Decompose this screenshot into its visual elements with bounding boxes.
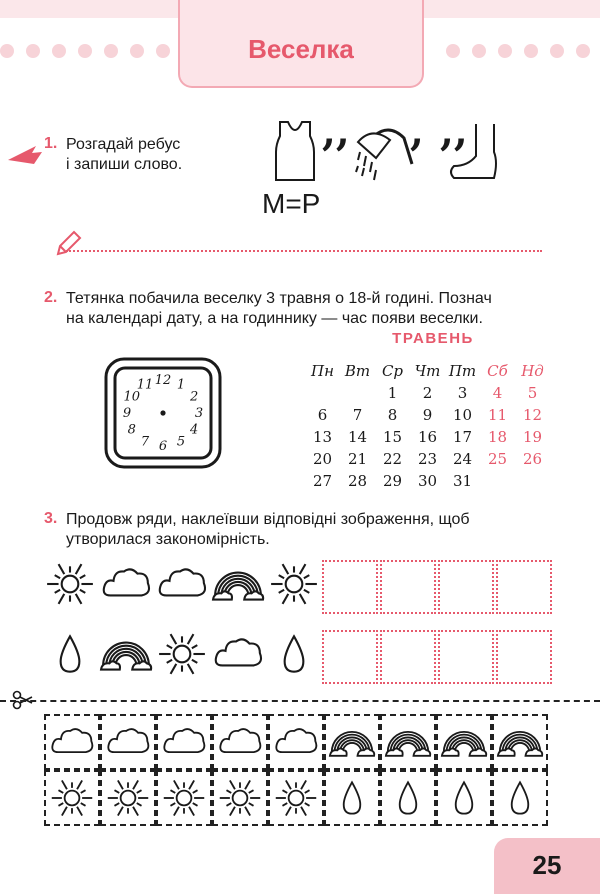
cloud-icon (156, 558, 208, 610)
calendar-weekday: Сб (487, 362, 508, 380)
sticker[interactable] (268, 714, 324, 770)
calendar-day[interactable]: 11 (487, 406, 508, 424)
sticker[interactable] (324, 714, 380, 770)
calendar-day[interactable]: 16 (417, 428, 438, 446)
sticker-slot[interactable] (380, 560, 436, 614)
sun-icon (161, 775, 207, 821)
cloud-icon (161, 719, 207, 765)
clock-number: 5 (176, 434, 186, 450)
sun-icon (49, 775, 95, 821)
decorative-dot (498, 44, 512, 58)
sticker-slot[interactable] (438, 560, 494, 614)
calendar-day[interactable]: 30 (417, 472, 438, 490)
task1-text-line1: Розгадай ребус (66, 136, 181, 153)
cut-line (0, 700, 600, 702)
calendar-weekday: Пт (448, 362, 477, 380)
clock-number: 3 (194, 406, 204, 421)
clock-number: 7 (140, 434, 150, 450)
tank-top-icon (270, 118, 320, 184)
calendar-day[interactable]: 27 (312, 472, 333, 490)
decorative-dot (446, 44, 460, 58)
clock-number: 4 (190, 422, 199, 438)
clock-number: 10 (123, 389, 141, 405)
calendar-weekday: Нд (521, 362, 544, 380)
clock-number: 9 (122, 406, 132, 421)
sticker[interactable] (156, 714, 212, 770)
calendar-day[interactable]: 24 (452, 450, 473, 468)
decorative-dot (130, 44, 144, 58)
sun-icon (44, 558, 96, 610)
decorative-dot (78, 44, 92, 58)
calendar-day[interactable]: 13 (312, 428, 333, 446)
drop-icon (441, 775, 487, 821)
calendar-day[interactable]: 19 (522, 428, 543, 446)
cloud-icon (217, 719, 263, 765)
calendar-day[interactable]: 8 (387, 406, 398, 424)
calendar-day[interactable]: 4 (492, 384, 503, 402)
calendar-day (305, 382, 340, 404)
sun-icon (268, 558, 320, 610)
rebus-hint: М=Р (262, 188, 321, 219)
clock-number: 12 (154, 373, 172, 388)
sticker[interactable] (380, 770, 436, 826)
task1-number: 1. (44, 135, 58, 152)
task3-text-line2: утворилася закономірність. (66, 531, 270, 548)
sticker[interactable] (268, 770, 324, 826)
answer-line[interactable] (66, 250, 542, 252)
calendar-day[interactable]: 5 (527, 384, 538, 402)
calendar-day[interactable]: 3 (457, 384, 468, 402)
sun-icon (105, 775, 151, 821)
calendar-day[interactable]: 7 (352, 406, 363, 424)
calendar-day (515, 470, 550, 492)
calendar-day[interactable]: 23 (417, 450, 438, 468)
rainbow-icon (329, 719, 375, 765)
sticker[interactable] (100, 714, 156, 770)
calendar-day (340, 382, 375, 404)
calendar-weekday: Вт (344, 362, 371, 380)
calendar-day[interactable]: 14 (347, 428, 368, 446)
cloud-icon (100, 558, 152, 610)
calendar-day[interactable]: 1 (387, 384, 398, 402)
rebus-commas-2: ,, (440, 108, 468, 155)
foot-icon (446, 122, 504, 184)
calendar-day[interactable]: 29 (382, 472, 403, 490)
decorative-dot (156, 44, 170, 58)
sticker[interactable] (380, 714, 436, 770)
sticker-slot[interactable] (322, 630, 378, 684)
pencil-icon (54, 230, 82, 258)
calendar-day[interactable]: 15 (382, 428, 403, 446)
sticker[interactable] (44, 770, 100, 826)
rebus-comma-single: , (410, 108, 424, 155)
calendar-day[interactable]: 12 (522, 406, 543, 424)
sticker-slot[interactable] (322, 560, 378, 614)
cloud-icon (273, 719, 319, 765)
sticker[interactable] (44, 714, 100, 770)
clock-number: 1 (176, 377, 186, 393)
rainbow-icon (212, 558, 264, 610)
rainbow-icon (385, 719, 431, 765)
task1-text-line2: і запиши слово. (66, 156, 183, 173)
calendar-day[interactable]: 18 (487, 428, 508, 446)
sticker[interactable] (436, 714, 492, 770)
decorative-dot (550, 44, 564, 58)
decorative-dot (576, 44, 590, 58)
calendar-weekday: Чт (414, 362, 441, 380)
pointer-arrow-icon (6, 140, 46, 166)
rainbow-icon (497, 719, 543, 765)
decorative-dot (472, 44, 486, 58)
calendar-day[interactable]: 6 (317, 406, 328, 424)
sticker[interactable] (492, 714, 548, 770)
calendar-day[interactable]: 10 (452, 406, 473, 424)
sticker-slot[interactable] (380, 630, 436, 684)
sticker[interactable] (212, 770, 268, 826)
calendar-table (305, 360, 550, 492)
clock-number: 6 (158, 439, 168, 454)
page-number: 25 (532, 850, 562, 880)
calendar-weekday: Пн (311, 362, 334, 380)
calendar-day (480, 470, 515, 492)
decorative-dot (104, 44, 118, 58)
sun-icon (217, 775, 263, 821)
decorative-dot (52, 44, 66, 58)
clock-number: 2 (190, 389, 199, 405)
sticker-slot[interactable] (438, 630, 494, 684)
calendar-day[interactable]: 26 (522, 450, 543, 468)
calendar-day[interactable]: 20 (312, 450, 333, 468)
rainbow-icon (100, 628, 152, 680)
clock-number: 11 (136, 377, 154, 393)
drop-icon (497, 775, 543, 821)
clock-number: 8 (127, 422, 136, 438)
calendar-day[interactable]: 9 (422, 406, 433, 424)
rainbow-icon (441, 719, 487, 765)
sun-icon (273, 775, 319, 821)
sticker[interactable] (492, 770, 548, 826)
sun-icon (156, 628, 208, 680)
decorative-dot (0, 44, 14, 58)
drop-icon (268, 628, 320, 680)
task2-number: 2. (44, 289, 58, 306)
drop-icon (385, 775, 431, 821)
calendar-day[interactable]: 17 (452, 428, 473, 446)
sticker[interactable] (436, 770, 492, 826)
shower-head-icon (352, 118, 418, 188)
task3-number: 3. (44, 510, 58, 527)
sticker[interactable] (100, 770, 156, 826)
sticker-slot[interactable] (496, 560, 552, 614)
page-title: Веселка (248, 34, 354, 64)
rebus-commas-1: ,, (322, 108, 350, 155)
clock-face[interactable] (104, 357, 222, 469)
task2-text-line2: на календарі дату, а на годиннику — час появи веселки. (66, 310, 483, 327)
calendar-day[interactable]: 31 (452, 472, 473, 490)
cloud-icon (49, 719, 95, 765)
drop-icon (329, 775, 375, 821)
sticker[interactable] (212, 714, 268, 770)
calendar-day[interactable]: 28 (347, 472, 368, 490)
sticker[interactable] (324, 770, 380, 826)
sticker[interactable] (156, 770, 212, 826)
cloud-icon (105, 719, 151, 765)
drop-icon (44, 628, 96, 680)
calendar-weekday: Ср (381, 362, 404, 380)
task3-text-line1: Продовж ряди, наклеївши відповідні зображення, щоб (66, 511, 470, 528)
decorative-dot (26, 44, 40, 58)
calendar-day[interactable]: 21 (347, 450, 368, 468)
cloud-icon (212, 628, 264, 680)
calendar-title: ТРАВЕНЬ (392, 330, 474, 347)
calendar-day[interactable]: 2 (422, 384, 433, 402)
decorative-dot (524, 44, 538, 58)
calendar-day[interactable]: 25 (487, 450, 508, 468)
task2-text-line1: Тетянка побачила веселку 3 травня о 18-й годині. Познач (66, 290, 492, 307)
calendar-day[interactable]: 22 (382, 450, 403, 468)
sticker-slot[interactable] (496, 630, 552, 684)
